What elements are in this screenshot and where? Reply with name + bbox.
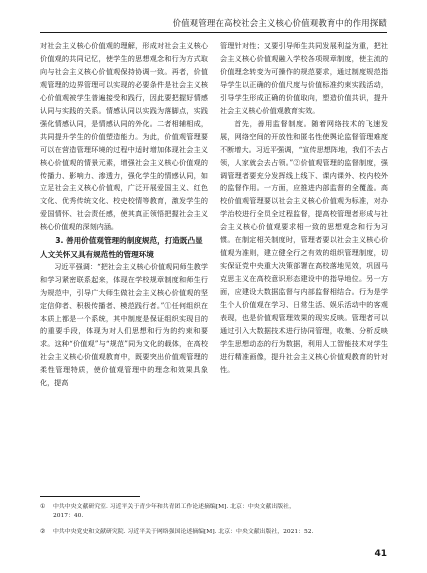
footnote — [40, 503, 387, 522]
right-column — [220, 40, 388, 377]
footnote-text: 中共中央文献研究室. 习近平关于青少年和共青团工作论述摘编[M]. 北京：中央文献出版社， — [53, 504, 295, 510]
header-divider — [40, 32, 387, 33]
body-paragraph: 管理针对性；又要引导师生共同发展利益为重，把社会主义核心价值观融入学校各项规章制度，使主流的价值理念转变为可操作的规范要求，通过制度规范指导学生以正确的价值尺度与价值标准约束实践活动，引导学生形成正确的价值取向，塑造价值共识，提升社会主义核心价值观教育实效。 — [220, 41, 388, 115]
left-column — [40, 40, 208, 390]
footnote-divider — [40, 496, 140, 497]
footnote-text-continued: 2017：40. — [53, 513, 84, 520]
footnote — [40, 528, 387, 537]
body-paragraph: 首先，善用监督制度。随着网络技术的飞速发展，网络空间的开放性和匿名性使舆论监督管理难度不断增大。习近平强调，“宣传思想阵地，我们不去占领，人家就会去占领。”②价值观管理的监督制度，强调管理者要充分发挥线上线下、课内课外、校内校外的监督作用。一方面，应推进内部监督的全覆盖。高校价值观管理要以社会主义核心价值观为标准，对办学治校进行全员全过程监督，提高校管理者形成与社会主义核心价值观要求相一致的思想观念和行为习惯。在制定相关制度时，管理者要以社会主义核心价值观为准则，建立健全行之有效的组织管理制度，切实保证党中央重大决策部署在高校落地见效，巩固马克思主义在高校意识形态建设中的指导地位。另一方面，应建设大数据监督与内部监督相结合。行为是学生个人价值观在学习、日常生活、娱乐活动中的客观表现，也是价值观管理效果的现实反映。管理者可以通过引入大数据技术进行协同管理，收集、分析反映学生思想动态的行为数据，利用人工智能技术对学生进行精准画像，提升社会主义核心价值观教育的针对性。 — [220, 118, 388, 374]
section-heading: 3. 善用价值观管理的制度规范，打造既凸显人文关怀又具有规范性的管理环境 — [40, 236, 203, 259]
footnote-text: 中共中央党史和文献研究院. 习近平关于网络强国论述摘编[M]. 北京：中央文献出版社，2021：52. — [53, 529, 314, 535]
running-header: 价值观管理在高校社会主义核心价值观教育中的作用探赜 — [172, 18, 387, 28]
body-paragraph: 习近平强调：“把社会主义核心价值观同师生教学和学习紧密联系起来，体现在学校规章制度和师生行为规范中，引导广大师生做社会主义核心价值观的坚定信仰者、积极传播者、模范践行者。”①任何组织在本质上都是一个系统，其中制度是保证组织实现目的的重要手段，体现为对人们思想和行为的约束和要求。这种“价值观”与“规范”同为文化的载体，在高校社会主义核心价值观教育中，既要突出价值观管理的柔性管理特质，使价值观管理中的理念和效果具象化，提高 — [40, 261, 208, 388]
page-number: 41 — [374, 549, 387, 559]
footnote-marker: ② — [40, 529, 46, 535]
body-paragraph: 对社会主义核心价值观的理解，形成对社会主义核心价值观的共同记忆，使学生的思想观念和行为方式取向与社会主义核心价值观保持协调一致。再者，价值观管理的边界管理可以实现的必要条件是社会主义核心价值观被学生普遍接受和践行，因此要把握好情感认同与实践的关系。情感认同以实践为落脚点，实践强化情感认同，是情感认同的外化。二者相辅相成，共同提升学生的价值塑造能力。为此，价值观管理要可以在营造管理环境的过程中适时增加体现社会主义核心价值观的情景元素，增强社会主义核心价值观的传播力、影响力、渗透力，强化学生的情感认同，如立足社会主义核心价值观，广泛开展爱国主义、红色文化、优秀传统文化、校史校情等教育，激发学生的爱国情怀、社会责任感，使其真正领悟把握社会主义核心价值观的深刻内涵。 — [40, 41, 208, 232]
footnote-marker: ① — [40, 504, 46, 510]
